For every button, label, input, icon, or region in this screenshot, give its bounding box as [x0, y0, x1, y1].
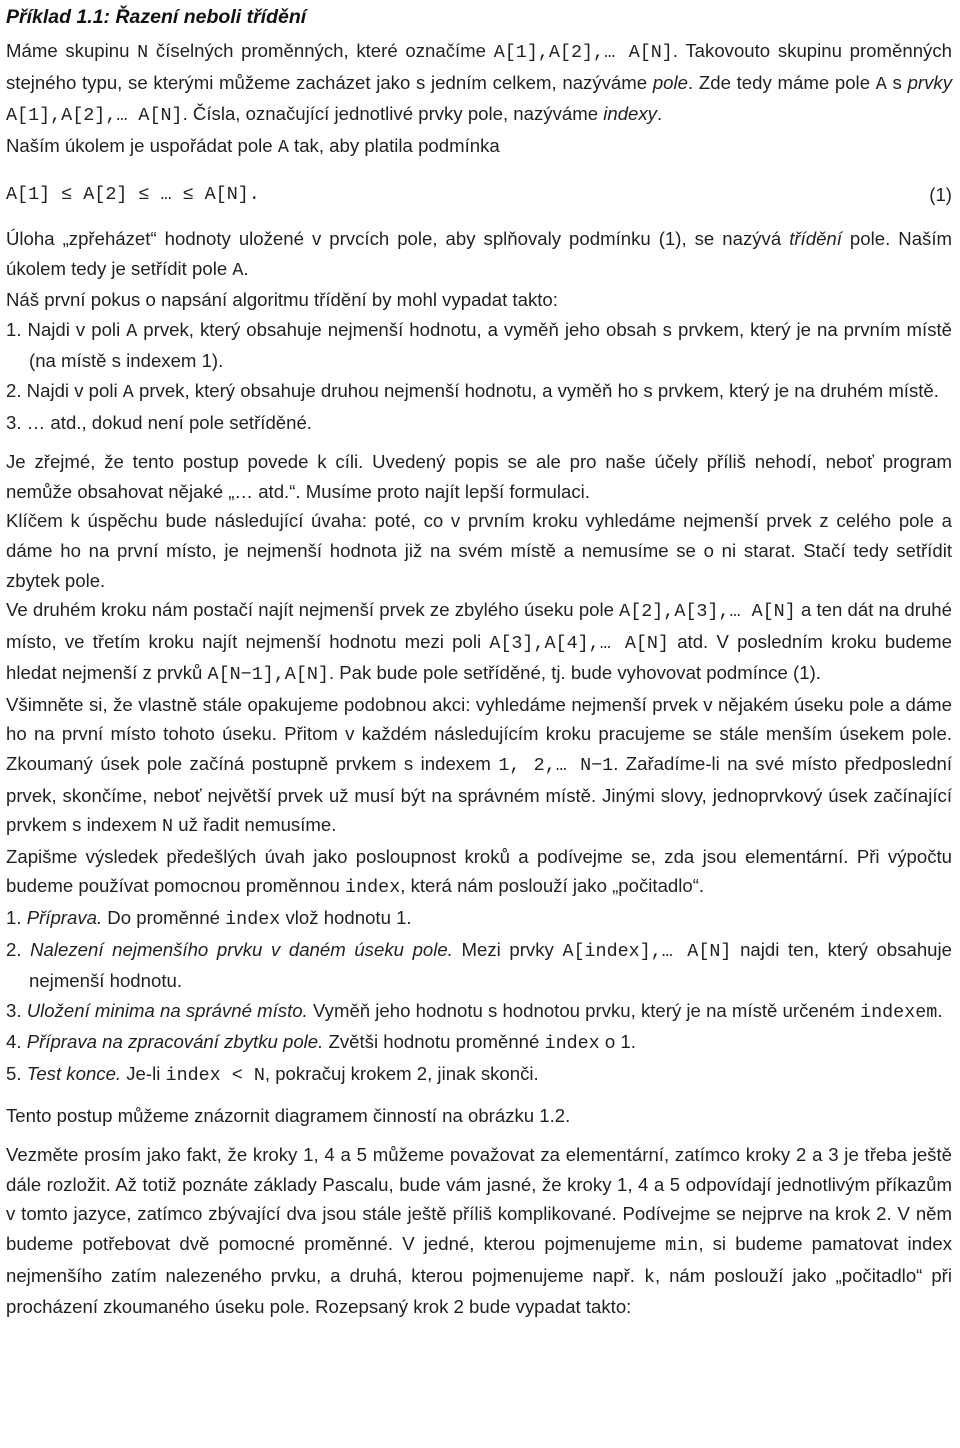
list-item: 3. … atd., dokud není pole setříděné. — [6, 411, 312, 433]
list-item: 2. Najdi v poli A prvek, který obsahuje druhou nejmenší hodnotu, a vyměň ho s prvkem, který je na druhém místě. — [6, 379, 939, 403]
body-paragraph-4: Všimněte si, že vlastně stále opakujeme podobnou akci: vyhledáme nejmenší prvek v nějakém úseku pole a dáme ho na první místo tohoto úseku. Přitom v každém následujícím kroku pracujeme se stále menším úsekem pole. Zkoumaný úsek pole začíná postupně prvkem s indexem 1, 2,… N−1. Zařadíme-li na své místo předposlední prvek, skončíme, neboť největší prvek už musí být na správném místě. Jinými slovy, jednoprvkový úsek začínající prvkem s indexem N už řadit nemusíme. — [6, 693, 953, 838]
formula-condition — [6, 180, 952, 210]
body-paragraph-1: Je zřejmé, že tento postup povede k cíli. Uvedený popis se ale pro naše účely příliš nehodí, neboť program nemůže obsahovat nějaké „… atd.“. Musíme proto najít lepší formulaci. — [6, 451, 952, 502]
list-item: 5. Test konce. Je-li index < N, pokračuj krokem 2, jinak skonči. — [6, 1063, 539, 1086]
example-title: Příklad 1.1: Řazení neboli třídění — [6, 6, 307, 28]
body-paragraph-5: Zapišme výsledek předešlých úvah jako posloupnost kroků a podívejme se, zda jsou elementární. Při výpočtu budeme používat pomocnou proměnnou index, která nám poslouží jako „počitadlo“. — [6, 845, 952, 899]
diagram-note: Tento postup můžeme znázornit diagramem činností na obrázku 1.2. — [6, 1104, 571, 1126]
formula-text: A[1] ≤ A[2] ≤ … ≤ A[N]. — [6, 184, 260, 206]
body-paragraph-3: Ve druhém kroku nám postačí najít nejmenší prvek ze zbylého úseku pole A[2],A[3],… A[N] a ten dát na druhé místo, ve třetím kroku najít nejmenší hodnotu mezi poli A[3],A[4],… A[N] atd. V posledním kroku budeme hledat nejmenší z prvků A[N−1],A[N]. Pak bude pole setříděné, tj. bude vyhovovat podmínce (1). — [6, 599, 952, 686]
sorting-paragraph-2: Náš první pokus o napsání algoritmu třídění by mohl vypadat takto: — [6, 289, 558, 311]
algorithm-steps — [6, 903, 952, 1091]
sorting-paragraph-1: Úloha „zpřeházet“ hodnoty uložené v prvcích pole, aby splňovaly podmínku (1), se nazývá třídění pole. Naším úkolem tedy je setřídit pole A. — [6, 227, 952, 281]
formula-number: (1) — [929, 184, 952, 206]
intro-paragraph-2: Naším úkolem je uspořádat pole A tak, aby platila podmínka — [6, 134, 500, 158]
list-item: 4. Příprava na zpracování zbytku pole. Zvětši hodnotu proměnné index o 1. — [6, 1031, 636, 1055]
list-item: 3. Uložení minima na správné místo. Vyměň jeho hodnotu s hodnotou prvku, který je na místě určeném indexem. — [6, 999, 943, 1023]
final-paragraph: Vezměte prosím jako fakt, že kroky 1, 4 a 5 můžeme považovat za elementární, zatímco kroky 2 a 3 je třeba ještě dále rozložit. Až totiž poznáte základy Pascalu, bude vám jasné, že kroky 1, 4 a 5 odpovídají jednotlivým příkazům v tomto jazyce, zatímco zbývající dva jsou stále ještě příliš komplikované. Podívejme se nejprve na krok 2. V něm budeme potřebovat dvě pomocné proměnné. V jedné, kterou pojmenujeme min, si budeme pamatovat index nejmenšího zatím nalezeného prvku, a druhá, kterou pojmenujeme např. k, nám poslouží jako „počitadlo“ při procházení zkoumaného úseku pole. Rozepsaný krok 2 bude vypadat takto: — [6, 1144, 952, 1318]
body-paragraph-2: Klíčem k úspěchu bude následující úvaha: poté, co v prvním kroku vyhledáme nejmenší prvek z celého pole a dáme ho na první místo, je nejmenší hodnota již na svém místě a nemusíme se o ni starat. Stačí tedy setřídit zbytek pole. — [6, 510, 952, 591]
list-item: 1. Najdi v poli A prvek, který obsahuje nejmenší hodnotu, a vyměň jeho obsah s prvkem, který je na prvním místě (na místě s indexem 1). — [6, 318, 952, 372]
list-item: 2. Nalezení nejmenšího prvku v daném úseku pole. Mezi prvky A[index],… A[N] najdi ten, který obsahuje nejmenší hodnotu. — [6, 938, 952, 992]
intro-paragraph-1: Máme skupinu N číselných proměnných, které označíme A[1],A[2],… A[N]. Takovouto skupinu proměnných stejného typu, se kterými můžeme zacházet jako s jedním celkem, nazýváme pole. Zde tedy máme pole A s prvky A[1],A[2],… A[N]. Čísla, označující jednotlivé prvky pole, nazýváme indexy. — [6, 40, 952, 127]
first-attempt-list — [6, 315, 952, 437]
list-item: 1. Příprava. Do proměnné index vlož hodnotu 1. — [6, 907, 412, 931]
